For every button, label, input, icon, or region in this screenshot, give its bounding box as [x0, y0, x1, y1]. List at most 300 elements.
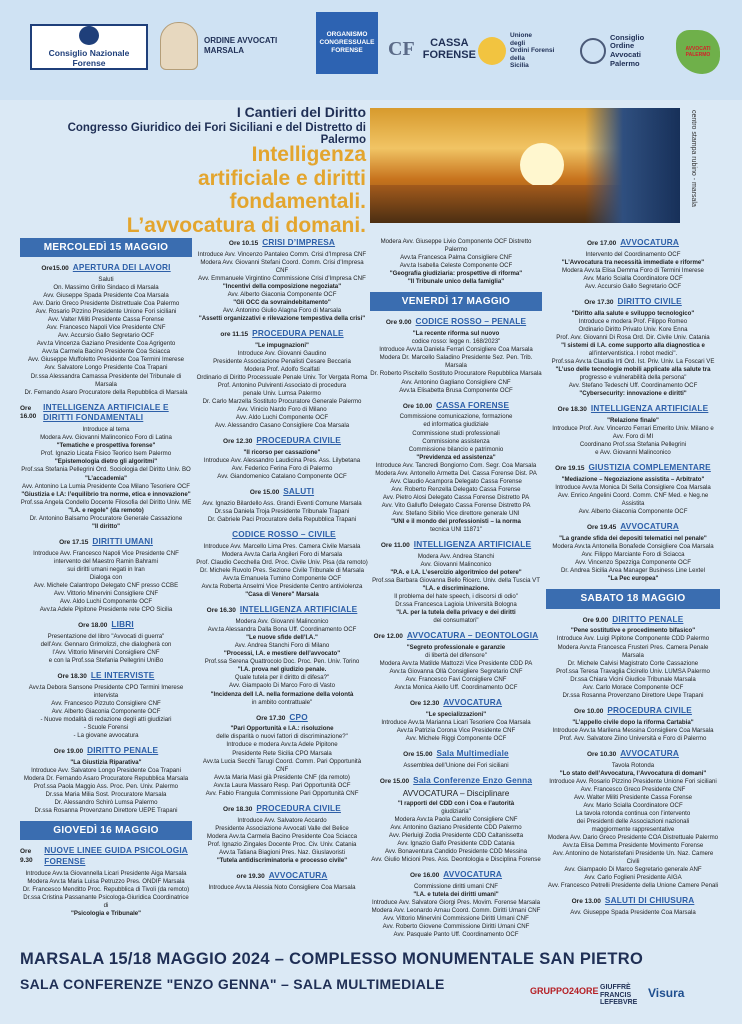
program-column-1 — [20, 232, 192, 918]
speaker-line: progresso e vulnerabilità della persona" — [579, 374, 687, 382]
speaker-line: dei Presidenti delle Associazioni nazionali — [576, 817, 690, 825]
speaker-line: "La recente riforma sul nuovo — [412, 330, 500, 338]
speaker-line: Introduce Prof. Avv. Vincenzo Ferrari Emerito Univ. Milano e Avv. Foro di MI — [552, 425, 714, 441]
speaker-line: Presentazione del libro "Avvocati di guerra" — [47, 632, 165, 640]
speaker-line: Modera Dr. Fernando Asaro Procuratore Repubblica Marsala — [23, 774, 189, 782]
session-block — [370, 540, 542, 625]
speaker-line: "I.A. e discriminazione. — [422, 584, 490, 592]
speaker-line: Avv. Ignazio Galfo Presidente CDD Catania — [397, 839, 515, 847]
session-block — [546, 749, 720, 890]
speaker-line: Prof.ssa Barbara Giovanna Bello Ricerc. Univ. della Tuscia VT — [372, 576, 540, 584]
speaker-line: Avv. Pierluigi Zodia Presidente CDD Caltanissetta — [388, 831, 524, 839]
speaker-line: "Tutela antidiscriminatoria e processo civile" — [216, 856, 348, 864]
speaker-line: Avv. Emmanuele Virgintino Commissione Crisi d’Impresa CNF — [198, 274, 366, 282]
session-block — [196, 530, 368, 599]
session-header — [546, 706, 720, 717]
program-column-2 — [196, 232, 368, 892]
session-header — [370, 776, 542, 787]
session-header — [370, 749, 542, 760]
session-header — [196, 436, 368, 447]
speaker-line: Modera Avv.ta Matilde Mattozzi Vice Presidente CDD PA — [379, 659, 533, 667]
session-time: Ore 15.00 — [379, 777, 410, 785]
session-block — [196, 804, 368, 865]
coa-palermo-logo: Consiglio Ordine Avvocati Palermo — [580, 28, 670, 74]
speaker-line: Avv. Michele Riggi Componente OCF — [405, 735, 507, 743]
session-header — [546, 238, 720, 249]
session-title: AVVOCATURA — [268, 870, 328, 880]
speaker-line: Avv.ta Tatiana Biagioni Pres. Naz. Giuslavoristi — [219, 848, 345, 856]
session-time: Ore 16.30 — [206, 607, 236, 615]
session-header — [20, 746, 192, 757]
speaker-line: "P.A. e I.A. L’esercizio algoritmico del potere" — [390, 568, 522, 576]
session-title: PROCEDURA CIVILE — [607, 705, 692, 715]
speaker-line: Prof.ssa Stefania Pellegrini Ord. Sociologia del Diritto Univ. BO — [21, 466, 191, 474]
session-block — [20, 620, 192, 665]
speaker-line: Avv. Pietro Alosi Delegato Cassa Forense Distretto PA — [382, 493, 530, 501]
session-title: PROCEDURA CIVILE — [256, 803, 341, 813]
speaker-line: Introduce Avv.ta Monica Di Sella Consigliere Coa Marsala — [555, 484, 711, 492]
session-time: Ore 17.00 — [586, 240, 617, 247]
speaker-line: Coordinano Prof.ssa Stefania Pellegrini — [579, 441, 687, 449]
session-header — [546, 615, 720, 626]
speaker-line: Dr.ssa Rosanna Provenzano Direttore Uepe Trapani — [562, 691, 704, 699]
speaker-line: Dr.ssa Maria Milia Sost. Procuratore Marsala — [45, 790, 167, 798]
speaker-line: Introduce Avv.ta Marianna Licari Tesoriere Coa Marsala — [381, 718, 531, 726]
session-title: LIBRI — [111, 619, 134, 629]
speaker-line: "L’accademia" — [84, 474, 128, 482]
session-time: Ore 9.00 — [582, 616, 609, 624]
speaker-line: Avv. Rosario Pizzino Presidente Unione Fori siciliani — [35, 308, 177, 316]
session-header — [546, 463, 720, 474]
speaker-line: "Casa di Venere" Marsala — [245, 591, 319, 599]
session-block — [546, 238, 720, 291]
session-time: Ore 11.00 — [380, 541, 410, 549]
session-block — [546, 706, 720, 743]
session-time: Ore 9.00 — [385, 319, 412, 327]
speaker-line: "Incentivi della composizione negoziata" — [222, 282, 342, 290]
session-time: Ore 16.00 — [409, 871, 440, 879]
speaker-line: "I.A. e tutela dei diritti umani" — [413, 890, 499, 898]
speaker-line: Avv. Giulio Micioni Pres. Ass. Deontologia e Disciplina Forense — [371, 855, 541, 863]
session-title: INTELLIGENZA ARTIFICIALE — [239, 605, 358, 615]
speaker-line: Commissione diritti umani CNF — [414, 882, 498, 890]
speaker-line: Introduce Avv.ta Giovannella Licari Presidente Aiga Marsala — [25, 869, 187, 877]
session-header — [370, 540, 542, 551]
speaker-line: Prof.ssa Angela Condello Docente Filosofia del Diritto Univ. ME — [20, 498, 192, 506]
speaker-line: giudiziaria" — [441, 807, 471, 815]
cnf-logo — [30, 24, 148, 70]
session-title: AVVOCATURA — [620, 522, 680, 532]
speaker-line: dei consumatori" — [433, 617, 479, 625]
speaker-line: Modera Avv. Leonardo Arnau Coord. Comm. Diritti Umani CNF — [371, 906, 541, 914]
speaker-line: "Giustizia e I.A: l’equilibrio tra norme, etica e innovazione" — [21, 490, 191, 498]
speaker-line: Avv. Enrico Angelini Coord. Comm. CNF Med. e Neg.ne Assistita — [557, 492, 709, 508]
session-header — [196, 713, 368, 724]
speaker-line: Dr.ssa Francesca Lagioia Università Bologna — [395, 600, 517, 608]
speaker-line: ed informatica giudiziale — [423, 421, 489, 429]
cassa-forense-monogram-icon: CF — [388, 37, 415, 60]
unione-fori-siciliani-logo: Unione degli Ordini Forensi della Sicilia — [478, 28, 578, 74]
speaker-line: Dr. Alessandro Schirò Lumsa Palermo — [54, 798, 158, 806]
speaker-line: Modera Avv.ta Antonella Bonafede Consigliere Coa Marsala — [552, 543, 714, 551]
speaker-line: Avv. Carlo Foglieni Presidente AIGA — [584, 873, 682, 881]
speaker-line: Dr. Michele Calvisi Magistrato Corte Cassazione — [567, 659, 699, 667]
speaker-line: Prof.ssa Avv.ta Claudia Irti Ord. Ist. Priv. Univ. La Foscari VE — [551, 358, 715, 366]
speaker-line: Avv.ta Vincenza Gaziano Presidente Coa Agrigento — [36, 340, 176, 348]
speaker-line: Avv. Roberto Renzella Delegato Cassa Forense — [391, 485, 521, 493]
speaker-line: Avv. Antonino de Notaristefani Presidente Un. Naz. Camere Civili — [552, 849, 714, 865]
speaker-line: Introduce e modera Avv.ta Adele Pipitone — [226, 741, 338, 749]
speaker-line: Modera Avv. Dario Greco Presidente COA Distrettuale Palermo — [547, 833, 719, 841]
session-time: Ore 10.00 — [402, 402, 433, 410]
cnf-name: Consiglio Nazionale Forense — [48, 48, 130, 68]
session-title: PROCEDURA CIVILE — [256, 436, 341, 446]
speaker-line: Avv. Valter Militi Presidente Cassa Forense — [47, 316, 165, 324]
speaker-line: Tavola Rotonda — [611, 761, 655, 769]
session-time: ore 19.30 — [236, 872, 265, 880]
speaker-line: Avv. Aldo Luchi Componente OCF — [59, 597, 153, 605]
speaker-line: Assemblea dell’Unione dei Fori siciliani — [403, 761, 509, 769]
speaker-line: Dr.ssa Chiara Vicini Giudice Tribunale Marsala — [570, 675, 696, 683]
speaker-line: Dr. Francesco Menditto Proc. Repubblica di Tivoli (da remoto) — [22, 886, 190, 894]
session-block — [370, 749, 542, 770]
speaker-line: "I sistemi di I.A. come supporto alla diagnostica e — [561, 342, 705, 349]
session-title: DIRITTI UMANI — [92, 536, 153, 546]
speaker-line: Presidente Rete Sicilia CPO Marsala — [232, 749, 332, 757]
speaker-line: delle disparità o nuovi fattori di discriminazione?" — [216, 733, 348, 741]
speaker-line: "Previdenza ed assistenza" — [416, 453, 496, 461]
session-header — [546, 522, 720, 533]
session-title: INTELLIGENZA ARTIFICIALE — [590, 404, 709, 414]
speaker-line: Prof. Claudio Cecchella Ord. Proc. Civile Univ. Pisa (da remoto) — [196, 559, 368, 567]
session-title: SALUTI DI CHIUSURA — [604, 896, 695, 906]
session-time: Ore 10.30 — [586, 750, 617, 758]
speaker-line: Modera Avv. Giuseppe Livio Componente OCF Distretto Palermo — [380, 238, 532, 254]
session-title: CODICE ROSSO – CIVILE — [232, 530, 336, 540]
session-title: LE INTERVISTE — [90, 670, 155, 680]
session-header — [546, 896, 720, 907]
speaker-line: Avv.ta Carmela Bacino Presidente Coa Sciacca — [41, 348, 171, 356]
session-header — [370, 698, 542, 709]
session-time: ore 11.15 — [220, 331, 249, 339]
session-header — [196, 871, 368, 882]
speaker-line: Dr. Carlo Marzella Sostituto Procuratore Generale Palermo — [202, 398, 362, 406]
speaker-line: Avv. Walter Militi Presidente Cassa Forense — [573, 793, 693, 801]
speaker-line: Introduce Avv. Salvatore Longo Presidente Coa Trapani — [31, 766, 181, 774]
session-title: INTELLIGENZA ARTIFICIALE — [413, 539, 532, 549]
sun-icon — [520, 143, 564, 187]
speaker-line: - La giovane avvocatura — [73, 731, 139, 739]
speaker-line: Presidente Associazione Penalisti Cesare Beccaria — [213, 358, 351, 366]
speaker-line: Modera Avv. Giovanni Stefani Coord. Comm. Crisi d’Impresa CNF — [200, 258, 364, 274]
speaker-line: Dr. Antonino Balsamo Procuratore Generale Cassazione — [29, 514, 183, 522]
speaker-line: Introduce Avv. Alessandro Laudicina Pres. Ass. Lilybetana — [203, 457, 361, 465]
session-block — [546, 404, 720, 457]
day-header: MERCOLEDÌ 15 MAGGIO — [20, 238, 192, 257]
session-block — [196, 329, 368, 430]
speaker-line: Avv. Salvatore Longo Presidente Coa Trapani — [44, 364, 168, 372]
session-time: Ore 18.30 — [223, 805, 253, 813]
venue-line: MARSALA 15/18 MAGGIO 2024 – COMPLESSO MONUMENTALE SAN PIETRO — [20, 950, 644, 968]
speaker-line: Commissione bilancio e patrimonio — [408, 445, 504, 453]
speaker-line: Avv. Giuseppe Spada Presidente Coa Marsala — [570, 908, 696, 916]
speaker-line: Dr.ssa Alessandra Camassa Presidente del Tribunale di Marsala — [30, 372, 182, 388]
speaker-line: Avv. Stefano Tedeschi Uff. Coordinamento OCF — [568, 382, 698, 390]
session-time: Ore 19.45 — [586, 524, 617, 532]
speaker-line: Il problema del hate speech, i discorsi di odio" — [394, 592, 518, 600]
speaker-line: On. Massimo Grillo Sindaco di Marsala — [53, 284, 159, 292]
speaker-line: Commissione comunicazione, formazione — [399, 413, 513, 421]
session-block — [20, 671, 192, 740]
speaker-line: Avv. Vinicio Nardo Foro di Milano — [237, 406, 327, 414]
session-header — [20, 620, 192, 631]
speaker-line: Ordinario Diritto Privato Univ. Kore Enna — [578, 325, 688, 333]
session-header — [546, 297, 720, 308]
session-time: Ore 19.15 — [555, 465, 585, 473]
session-block — [196, 871, 368, 892]
speaker-line: "Epistemologia dietro gli algoritmi" — [54, 458, 158, 466]
program-column-4 — [546, 232, 720, 917]
session-title: PROCEDURA PENALE — [252, 329, 344, 339]
speaker-line: Avv.ta Monica Aiello Uff. Coordinamento OCF — [394, 684, 518, 692]
speaker-line: Modera Avv.ta Maria Luisa Petruzzo Pres. ONDIF Marsala — [27, 878, 185, 886]
speaker-line: Avv.ta Alessandra Dalla Bona Uff. Coordinamento OCF — [207, 626, 357, 634]
sicily-map-logo: AVVOCATI PALERMO — [676, 30, 720, 74]
speaker-line: Avv. Accursio Gallo Segretario OCF — [57, 332, 155, 340]
speaker-line: Commissione assistenza — [422, 437, 490, 445]
speaker-line: "Psicologia e Tribunale" — [70, 910, 142, 918]
session-title: DIRITTO CIVILE — [617, 297, 682, 307]
speaker-line: Avv. Francesco Petrelli Presidente della Unione Camere Penali — [547, 882, 719, 889]
speaker-line: Modera Avv.ta Paola Carello Consigliere CNF — [394, 815, 518, 823]
speaker-line: Avv. Francesco Pizzuto Consigliere CNF — [51, 699, 161, 707]
speaker-line: "Relazione finale" — [607, 417, 659, 425]
session-header — [546, 749, 720, 760]
session-title: CPO — [289, 712, 308, 722]
session-header — [370, 401, 542, 412]
speaker-line: "I.A. e regole" (da remoto) — [68, 506, 144, 514]
session-text — [370, 238, 542, 286]
speaker-line: Avv. Alberto Giaconia Componente OCF — [227, 291, 337, 299]
session-time: Ore 18.30 — [57, 672, 87, 680]
speaker-line: Avv.ta Patrizia Corona Vice Presidente CNF — [396, 727, 516, 735]
speaker-line: "L’uso delle tecnologie mobili applicate alla salute tra — [555, 366, 711, 374]
speaker-line: intervento del Maestro Ramin Bahrami — [54, 557, 158, 565]
session-block — [20, 846, 192, 918]
session-title: AVVOCATURA — [443, 698, 503, 708]
session-header — [20, 263, 192, 274]
speaker-line: Quale tutela per il diritto di difesa?" — [234, 674, 330, 682]
session-title: DIRITTO PENALE — [612, 614, 684, 624]
speaker-line: tecnica UNI 11871" — [430, 525, 482, 533]
cassa-forense-logo: CF CASSA FORENSE — [388, 37, 476, 61]
session-time: Ore15.00 — [41, 265, 69, 273]
speaker-line: Dr. Gabriele Paci Procuratore della Repubblica Trapani — [207, 516, 357, 524]
session-title: SALUTI — [283, 487, 315, 497]
speaker-line: "UNI e il mondo dei professionisti – la norma — [391, 517, 521, 525]
speaker-line: Prof.ssa Teresa Travaglia Cicirello Univ. LUMSA Palermo — [556, 667, 710, 675]
speaker-line: maggiormente rappresentative — [591, 825, 675, 833]
session-block — [370, 401, 542, 534]
session-header — [196, 605, 368, 616]
session-block — [20, 403, 192, 531]
speaker-line: La tavola rotonda continua con l’intervento — [575, 809, 691, 817]
speaker-line: Avv. Alessandro Casano Consigliere Coa Marsala — [214, 422, 350, 430]
speaker-line: Dr.ssa Cristina Passanante Psicologa-Giuridica Coordinatrice di — [23, 894, 189, 910]
session-header — [196, 804, 368, 815]
speaker-line: all’interventistica. I robot medici". — [588, 350, 678, 358]
speaker-line: dell’Avv. Gennaro Grimolizzi, che dialogherà con — [40, 640, 172, 648]
session-header — [370, 870, 542, 881]
speaker-line: Avv.ta Elisabetta Brusa Componente OCF — [399, 386, 513, 394]
speaker-line: Modera Avv. Andrea Stanchi — [417, 552, 495, 560]
session-title: CRISI D’IMPRESA — [262, 238, 336, 247]
speaker-line: l’Avv. Vittorio Minervini Consigliere CNF — [52, 648, 160, 656]
session-time: Ore 17.30 — [256, 714, 286, 722]
speaker-line: Avv. Antonino La Lumia Presidente Coa Milano Tesoriere OCF — [21, 482, 190, 490]
speaker-line: "I rapporti del CDD con i Coa e l’autorità — [397, 799, 515, 807]
speaker-line: Avv. Vittorio Minervini Consigliere CNF — [53, 589, 159, 597]
speaker-line: "Mediazione – Negoziazione assistita – Arbitrato" — [561, 476, 705, 484]
speaker-line: "Le impugnazioni" — [255, 342, 309, 349]
session-block — [370, 317, 542, 394]
speaker-line: Modera Avv.ta Francesca Frusteri Pres. Camera Penale Marsala — [557, 643, 709, 659]
speaker-line: Modera Avv.ta Carla Angileri Foro di Marsala — [221, 551, 343, 559]
speaker-line: "La Pec europea" — [607, 575, 659, 583]
session-title: AVVOCATURA — [620, 238, 680, 247]
session-block — [196, 436, 368, 481]
session-block — [20, 263, 192, 396]
speaker-line: Avv. Mario Scialla Coordinatore OCF — [583, 274, 683, 282]
speaker-line: Avv. Roberto Giovene Commissione Diritti Umani CNF — [382, 922, 530, 930]
speaker-line: e con la Prof.ssa Stefania Pellegrini UniBo — [48, 656, 164, 664]
speaker-line: "Assetti organizzativi e rilevazione tempestiva della crisi" — [198, 315, 366, 323]
session-time: Ore 18.00 — [78, 621, 108, 629]
speaker-line: "Il ricorso per cassazione" — [243, 449, 321, 457]
speaker-line: Avv.ta Elisa Demma Presidente Movimento Forense — [562, 841, 704, 849]
speaker-line: Dr. Roberto Piscitello Sostituto Procuratore Repubblica Marsala — [370, 370, 542, 378]
speaker-line: Avv.ta Lucia Secchi Tarugi Coord. Comm. Pari Opportunità CNF — [202, 757, 362, 773]
speaker-line: "Gli OCC da sovraindebitamento" — [233, 299, 331, 307]
session-header — [20, 537, 192, 548]
session-title: APERTURA DEI LAVORI — [72, 263, 171, 273]
session-header — [370, 317, 542, 328]
speaker-line: Avv. Michele Calantropo Delegato CNF presso CCBE — [33, 581, 179, 589]
trinacria-icon — [478, 37, 506, 65]
speaker-line: Avv. Vincenzo Spezziga Componente OCF — [575, 559, 691, 567]
session-subtitle: AVVOCATURA – Disciplinare — [402, 788, 510, 798]
session-title: AVVOCATURA — [620, 748, 680, 758]
speaker-line: Avv. Giandomenico Catalano Componente OCF — [217, 473, 347, 481]
speaker-line: - Scuole Forensi — [83, 723, 129, 731]
session-block — [546, 463, 720, 516]
marsala-bar-logo — [160, 20, 300, 72]
session-header — [196, 487, 368, 498]
sunset-ai-image — [370, 108, 680, 223]
scales-icon — [580, 38, 606, 64]
rooms-line: SALA CONFERENZE "ENZO GENNA" – SALA MULTIMEDIALE — [20, 976, 445, 992]
speaker-line: codice rosso: legge n. 168/2023" — [411, 338, 501, 346]
speaker-line: Avv. Andrea Stanchi Foro di Milano — [234, 642, 330, 650]
congress-title: Congresso Giuridico dei Fori Siciliani e del Distretto di Palermo — [67, 122, 366, 146]
day-header: SABATO 18 MAGGIO — [546, 589, 720, 608]
speaker-line: Avv. Alberto Giaconia Componente OCF — [578, 508, 688, 516]
speaker-line: Prof.ssa Serena Quattrocolo Doc. Proc. Pen. Univ. Torino — [204, 658, 360, 666]
speaker-line: Dialoga con — [89, 573, 123, 581]
speaker-line: Avv. Ignazio Bilardello Ass. Grandi Eventi Comune Marsala — [202, 500, 362, 508]
session-block — [370, 631, 542, 692]
session-header — [196, 329, 368, 340]
speaker-line: Dr. Fernando Asaro Procuratore della Repubblica di Marsala — [24, 388, 188, 396]
speaker-line: Avv. Antonino Gaziano Presidente CDD Palermo — [390, 823, 522, 831]
speaker-line: "Processi, I.A. e mestiere dell’avvocato" — [223, 650, 341, 658]
speaker-line: "Il Tribunale unico della famiglia" — [407, 278, 505, 286]
session-time: Ore 19.00 — [53, 747, 84, 755]
speaker-line: Modera Avv.ta Carmela Bacino Presidente Coa Sciacca — [206, 832, 358, 840]
session-header — [20, 671, 192, 682]
speaker-line: Avv. Francesco Napoli Vice Presidente CNF — [46, 324, 166, 332]
session-header — [196, 530, 368, 541]
session-time: Ore 12.30 — [223, 438, 253, 446]
speaker-line: Prof. Avv. Salvatore Ziino Università e Foro di Palermo — [559, 734, 707, 742]
sponsor-giuffre: GIUFFRÈ FRANCIS LEFEBVRE — [600, 984, 638, 1007]
ocf-logo: ORGANISMO CONGRESSUALE FORENSE — [316, 12, 378, 74]
speaker-line: "Le nuove sfide dell’I.A." — [246, 634, 318, 642]
speaker-line: Avv.ta Emanuela Tumino Componente OCF — [222, 575, 342, 583]
session-title: AVVOCATURA – DEONTOLOGIA — [406, 631, 539, 641]
program-column-3 — [370, 232, 542, 939]
speaker-line: Prof. Ignazio Licata Fisico Teorico Isem Palermo — [40, 450, 172, 458]
sponsor-visura: Visura — [648, 986, 685, 1000]
session-title: INTELLIGENZA ARTIFICIALE E DIRITTI FONDAMENTALI — [43, 402, 169, 423]
session-block — [546, 896, 720, 917]
session-time: Ore 10.00 — [574, 707, 604, 715]
speaker-line: Introduce Avv. Vincenzo Pantaleo Comm. Crisi d’Impresa CNF — [197, 250, 367, 258]
speaker-line: Commissione studi professionali — [412, 429, 500, 437]
speaker-line: "Cybersecurity: innovazione e diritti" — [579, 390, 687, 398]
speaker-line: Introduce Avv. Marcello Lima Pres. Camera Civile Marsala — [203, 543, 361, 551]
speaker-line: Avv. Claudio Acampora Delegato Cassa Forense — [390, 477, 522, 485]
speaker-line: Avv.ta Maria Masi già Presidente CNF (da remoto) — [214, 773, 350, 781]
session-title: CASSA FORENSE — [436, 400, 510, 410]
speaker-line: "I.A. prova nel giudizio penale. — [237, 666, 327, 674]
speaker-line: Intervento del Coordinamento OCF — [585, 250, 681, 258]
session-time: Ore 9.30 — [20, 848, 33, 864]
speaker-line: penale Univ. Lumsa Palermo — [243, 390, 321, 398]
speaker-line: Avv.ta Francesca Palma Consigliere CNF — [400, 254, 512, 262]
speaker-line: "Incidenza dell I.A. nella formazione della volontà — [210, 690, 354, 698]
speaker-line: Marsala — [445, 362, 467, 370]
speaker-line: Introduce Avv. Francesco Napoli Vice Presidente CNF — [33, 549, 179, 557]
speaker-line: Avv. Giuseppe Muffoletto Presidente Coa Termini Imerese — [27, 356, 185, 364]
session-block — [196, 605, 368, 706]
session-header — [370, 631, 542, 642]
speaker-line: "L’Avvocatura tra necessità immediate e riforme" — [561, 258, 705, 266]
speaker-line: di libertà del difensore" — [425, 651, 487, 659]
speaker-line: Avv. Accursio Gallo Segretario OCF — [584, 282, 682, 290]
speaker-line: Dr.ssa Rosanna Provenzano Direttore UEPE Trapani — [34, 806, 178, 814]
sponsor-gruppo24ore: GRUPPO24ORE — [530, 986, 599, 996]
session-block — [196, 238, 368, 323]
speaker-line: Avv. Giovanni Malinconico — [420, 560, 492, 568]
ai-robot-face-image — [585, 108, 680, 223]
cantieri-title: I Cantieri del Diritto — [236, 104, 366, 120]
session-time: Ore 10.15 — [228, 240, 259, 247]
speaker-line: Dr. Andrea Sicilia Area Manager Business Line Lextel — [561, 567, 705, 575]
session-title: Sala Multimediale — [436, 749, 509, 759]
speaker-line: Avv.ta Laura Massaro Resp. Pari Opportunità OCF — [213, 781, 351, 789]
session-block — [20, 746, 192, 815]
